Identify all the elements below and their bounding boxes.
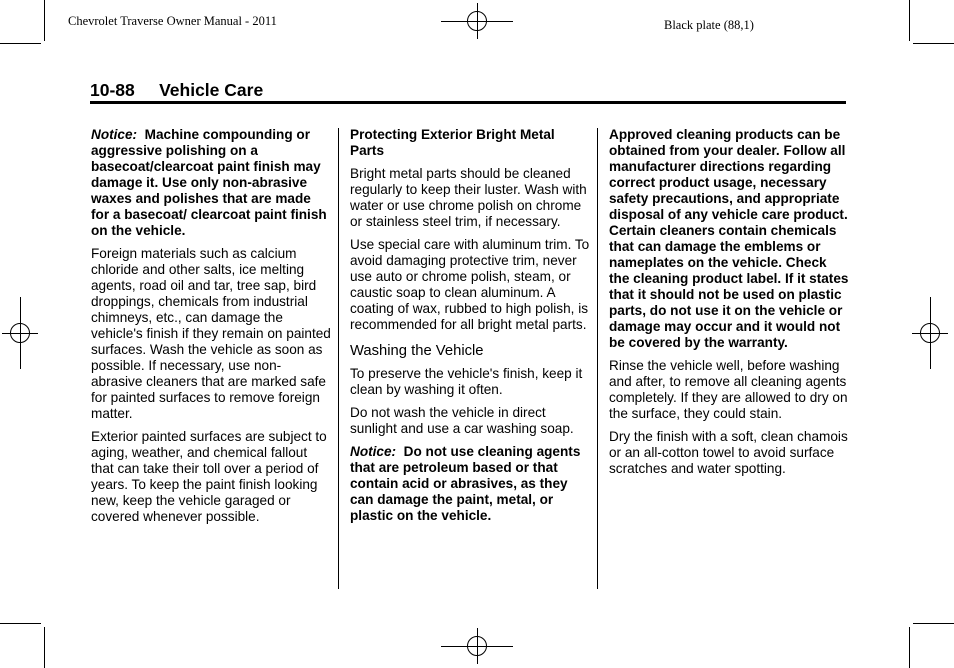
caution-paragraph: Approved cleaning products can be obtained from your dealer. Follow all manufacturer directions regarding correct product usage, necessary safety precautions, and appropriate disposal of any vehicle care product. Certain cleaners contain chemicals that can damage the emblems or nameplates on the vehicle. Check the cleaning product label. If it states that it should not be used on plastic parts, do not use it on the vehicle or damage may occur and it would not be covered by the warranty. (609, 127, 849, 350)
crop-mark (0, 623, 41, 624)
notice-label: Notice: (91, 127, 138, 142)
body-paragraph: Bright metal parts should be cleaned regularly to keep their luster. Wash with water or use chrome polish on chrome or stainless steel trim, if necessary. (350, 166, 587, 229)
body-paragraph: Rinse the vehicle well, before washing and after, to remove all cleaning agents completely. If they are allowed to dry on the surface, they could stain. (609, 358, 848, 421)
registration-mark-right (912, 297, 948, 369)
crop-mark (44, 627, 45, 668)
notice-paragraph (350, 444, 590, 524)
subsection-heading: Protecting Exterior Bright Metal Parts (350, 127, 555, 158)
crop-mark (909, 627, 910, 668)
notice-label: Notice: (350, 444, 397, 459)
column-divider (597, 128, 598, 589)
title-rule (90, 101, 846, 104)
crop-mark (913, 43, 954, 44)
body-paragraph: Do not wash the vehicle in direct sunlight and use a car washing soap. (350, 405, 574, 436)
crop-mark (0, 43, 41, 44)
page-title (90, 80, 263, 101)
body-paragraph: Dry the finish with a soft, clean chamois or an all-cotton towel to avoid surface scratches and water spotting. (609, 429, 848, 476)
notice-text: Machine compounding or aggressive polishing on a basecoat/clearcoat paint finish may damage it. Use only non-abrasive waxes and polishes that are made for a basecoat/ clearcoat paint finish on the vehicle. (91, 127, 327, 238)
column-divider (338, 128, 339, 589)
crop-mark (913, 623, 954, 624)
body-paragraph: To preserve the vehicle's finish, keep it clean by washing it often. (350, 366, 583, 397)
column-1 (91, 127, 331, 532)
registration-mark-bottom (441, 628, 513, 664)
body-paragraph: Foreign materials such as calcium chloride and other salts, ice melting agents, road oil and tar, tree sap, bird droppings, chemicals from industrial chimneys, etc., can damage the vehicle's finish if they remain on painted surfaces. Wash the vehicle as soon as possible. If necessary, use non-abrasive cleaners that are marked safe for painted surfaces to remove foreign matter. (91, 246, 331, 421)
column-2 (350, 127, 590, 531)
registration-mark-left (2, 297, 38, 369)
section-heading: Washing the Vehicle (350, 343, 484, 359)
page-number: 10-88 (90, 80, 135, 100)
registration-mark-top (441, 3, 513, 39)
body-paragraph: Use special care with aluminum trim. To avoid damaging protective trim, never use auto or chrome polish, steam, or caustic soap to clean aluminum. A coating of wax, rubbed to high polish, is recommended for all bright metal parts. (350, 237, 590, 332)
running-header-title: Chevrolet Traverse Owner Manual - 2011 (68, 14, 277, 28)
plate-label: Black plate (88,1) (664, 18, 754, 32)
section-title: Vehicle Care (159, 80, 264, 100)
crop-mark (909, 0, 910, 41)
notice-paragraph (91, 127, 331, 239)
crop-mark (44, 0, 45, 41)
column-3 (609, 127, 849, 484)
body-paragraph: Exterior painted surfaces are subject to aging, weather, and chemical fallout that can take their toll over a period of years. To keep the paint finish looking new, keep the vehicle garaged or covered whenever possible. (91, 429, 327, 524)
notice-text: Do not use cleaning agents that are petroleum based or that contain acid or abrasives, as they can damage the paint, metal, or plastic on the vehicle. (350, 444, 581, 523)
